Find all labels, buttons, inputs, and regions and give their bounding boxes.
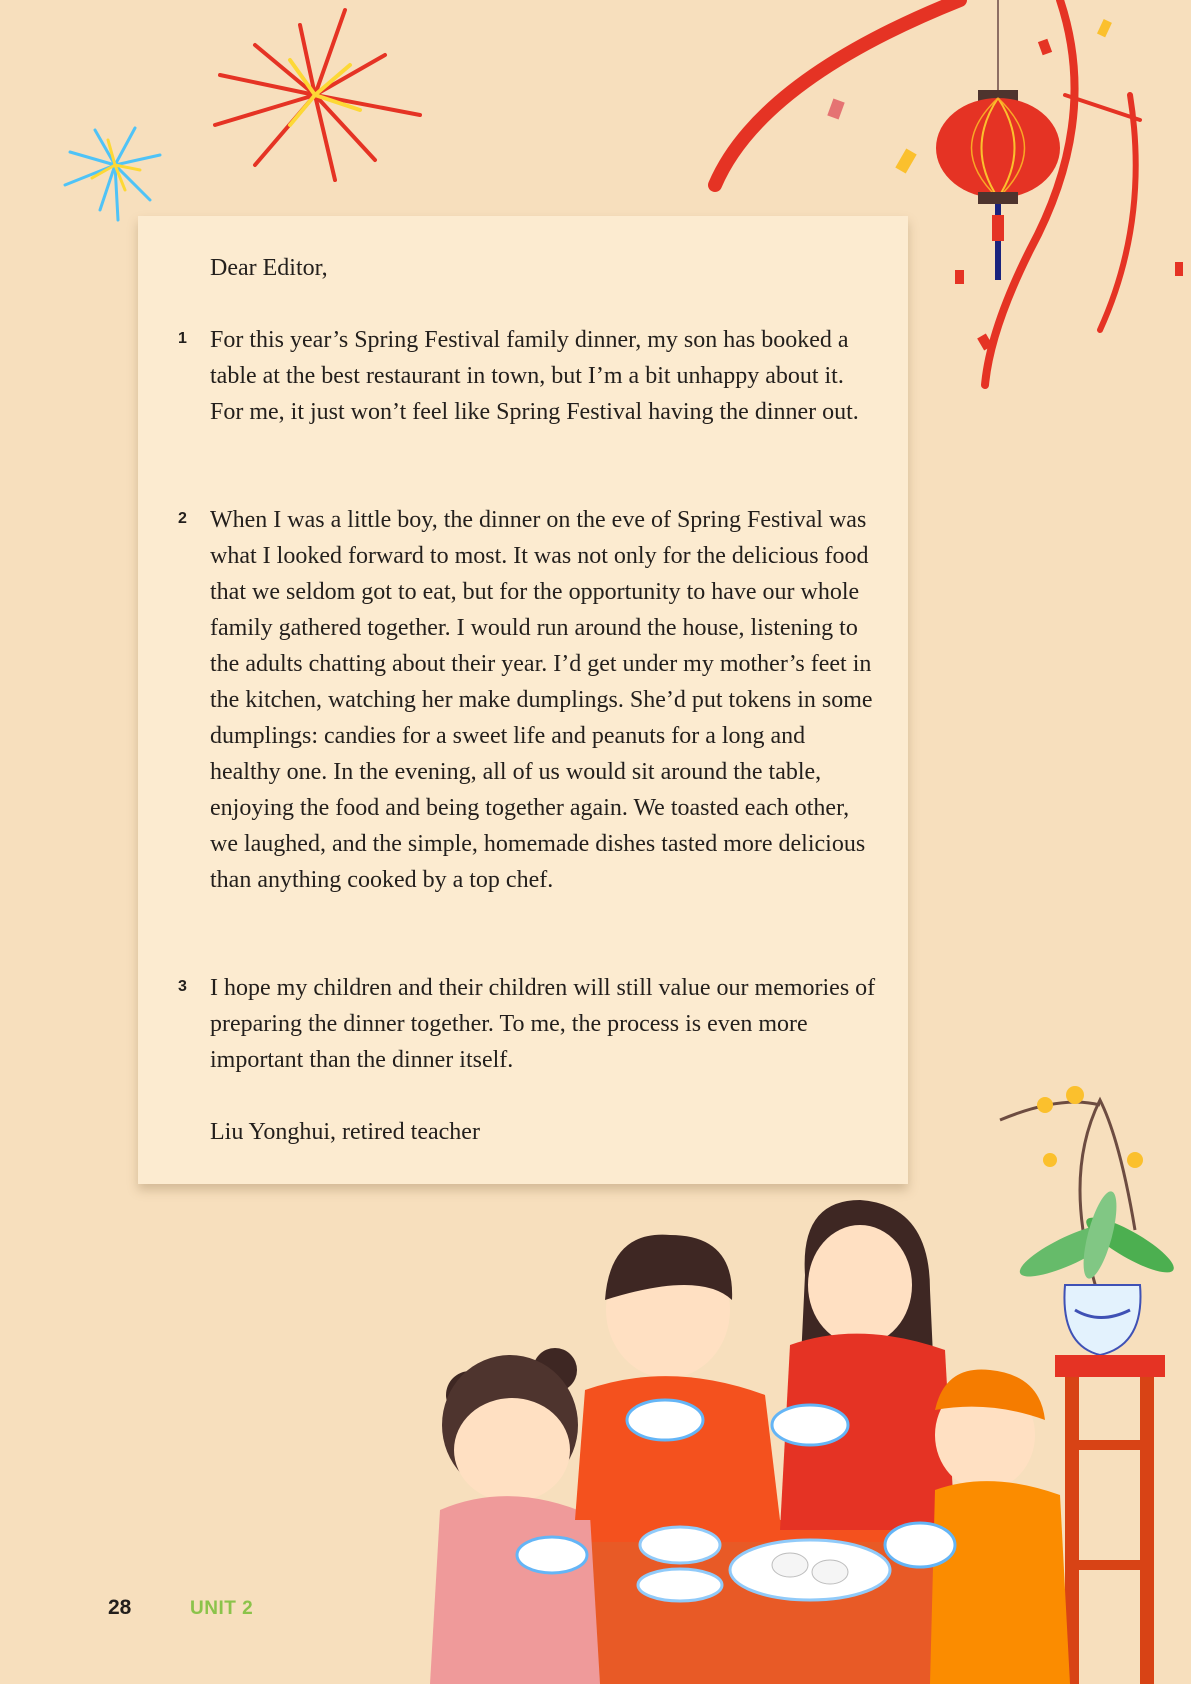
orchid-plant-icon [1000, 1086, 1180, 1355]
paragraph-2: When I was a little boy, the dinner on the eve of Spring Festival was what I looked forward to most. It was not only for the delicious food that we seldom got to eat, but for the opportunity to have our whole family gathered together. I would run around the house, listening to the adults chatting about their year. I’d get under my mother’s feet in the kitchen, watching her make dumplings. She’d put tokens in some dumplings: candies for a sweet life and peanuts for a long and healthy one. In the evening, all of us would sit around the table, enjoying the food and being together again. We toasted each other, we laughed, and the simple, homemade dishes tasted more delicious than anything cooked by a top chef. [210, 507, 873, 893]
stand-icon [1055, 1355, 1165, 1684]
small-firework-icon [65, 128, 160, 220]
paragraph-number-1: 1 [178, 330, 187, 347]
page-number: 28 [108, 1596, 132, 1619]
large-firework-icon [215, 10, 420, 180]
paragraph-1: For this year’s Spring Festival family dinner, my son has booked a table at the best restaurant in town, but I’m a bit unhappy about it. For me, it just won’t feel like Spring Festival having the dinner out. [210, 327, 859, 425]
girl-figure-icon [430, 1348, 600, 1684]
mother-figure-icon [772, 1200, 955, 1530]
dumpling-plate-icon [730, 1540, 890, 1600]
paragraph-number-2: 2 [178, 510, 187, 527]
signature: Liu Yonghui, retired teacher [210, 1119, 480, 1145]
salutation: Dear Editor, [210, 255, 328, 281]
unit-label: UNIT 2 [190, 1598, 254, 1619]
family-dinner-illustration [430, 1200, 1070, 1684]
letter-card [138, 216, 908, 1184]
father-figure-icon [575, 1235, 780, 1520]
paragraph-3: I hope my children and their children will still value our memories of preparing the dinner together. To me, the process is even more important than the dinner itself. [210, 975, 876, 1073]
paragraph-number-3: 3 [178, 978, 187, 995]
